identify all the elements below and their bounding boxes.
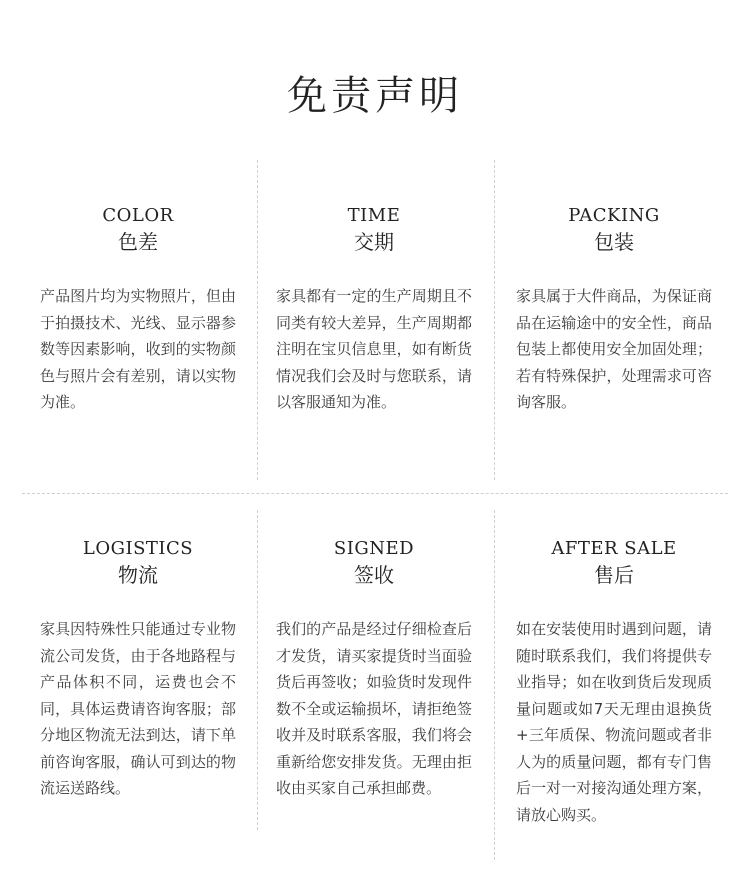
section-title-en: LOGISTICS [82, 538, 194, 559]
section-title-en: TIME [347, 205, 401, 226]
section-title-zh: 色差 [118, 230, 158, 254]
divider-vertical-top-right [494, 160, 495, 480]
section-body: 产品图片均为实物照片，但由于拍摄技术、光线、显示器参数等因素影响，收到的实物颜色与照片会有差别，请以实物为准。 [40, 287, 236, 411]
section-title-zh: 签收 [354, 563, 394, 587]
section-body: 如在安装使用时遇到问题，请随时联系我们，我们将提供专业指导；如在收到货后发现质量问题或如7天无理由退换货+三年质保、物流问题或者非人为的质量问题，都有专门售后一对一对接沟通处理方案，请放心购买。 [516, 620, 712, 824]
section-color [40, 205, 236, 416]
divider-vertical-bottom-left [257, 510, 258, 830]
section-title-en: PACKING [568, 205, 660, 226]
divider-vertical-bottom-right [494, 510, 495, 860]
section-title-zh: 包装 [594, 230, 634, 254]
section-title-zh: 交期 [354, 230, 394, 254]
section-body: 我们的产品是经过仔细检查后才发货，请买家提货时当面验货后再签收；如验货时发现件数不全或运输损坏，请拒绝签收并及时联系客服，我们将会重新给您安排发货。无理由拒收由买家自己承担邮费。 [276, 620, 472, 797]
page-title: 免责声明 [287, 73, 463, 119]
section-time [276, 205, 472, 416]
section-logistics [40, 538, 236, 802]
section-title-en: COLOR [102, 205, 174, 226]
section-signed [276, 538, 472, 802]
section-packing [516, 205, 712, 416]
divider-vertical-top-left [257, 160, 258, 480]
section-body: 家具属于大件商品，为保证商品在运输途中的安全性，商品包装上都使用安全加固处理；若有特殊保护，处理需求可咨询客服。 [516, 287, 712, 411]
section-title-en: AFTER SALE [551, 538, 677, 559]
section-title-zh: 物流 [118, 563, 158, 587]
section-after-sale [516, 538, 712, 828]
divider-horizontal [22, 493, 728, 494]
section-body: 家具因特殊性只能通过专业物流公司发货，由于各地路程与产品体积不同，运费也会不同，具体运费请咨询客服；部分地区物流无法到达，请下单前咨询客服，确认可到达的物流运送路线。 [40, 620, 236, 797]
section-title-zh: 售后 [594, 563, 634, 587]
section-body: 家具都有一定的生产周期且不同类有较大差异，生产周期都注明在宝贝信息里，如有断货情况我们会及时与您联系，请以客服通知为准。 [276, 287, 472, 411]
section-title-en: SIGNED [333, 538, 415, 559]
